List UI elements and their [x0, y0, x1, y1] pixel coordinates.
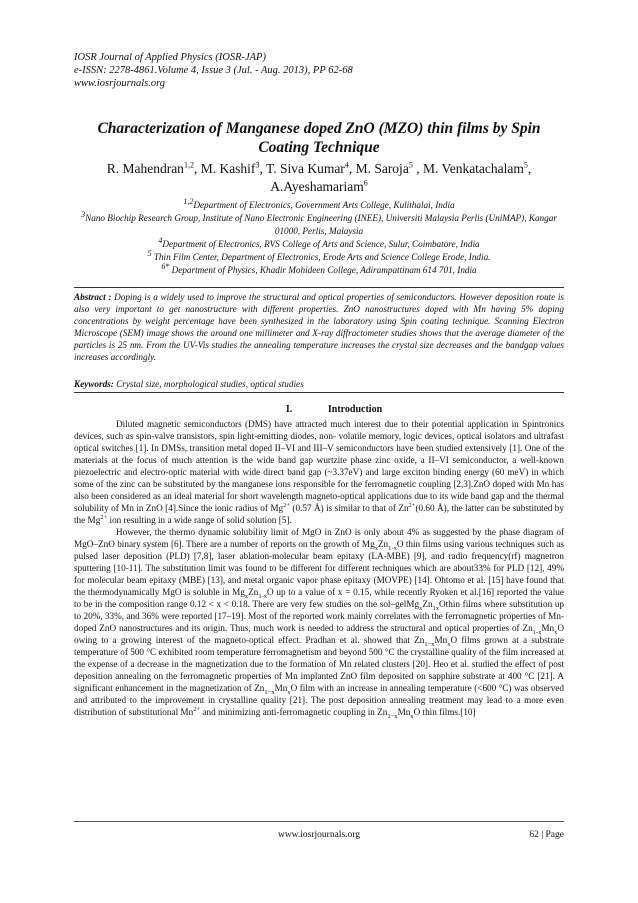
keywords-label: Keywords: — [74, 379, 114, 389]
affiliation — [74, 248, 564, 264]
subscript: x — [447, 640, 451, 648]
affiliation-list — [74, 196, 564, 277]
text-run: and minimizing anti-ferromagnetic coupling in Zn — [200, 707, 388, 717]
author-list — [74, 160, 564, 196]
section-heading — [74, 404, 564, 416]
author-affil-marker: 3 — [255, 160, 260, 170]
footer-page-number: 62 | Page — [529, 830, 564, 840]
abstract-label: Abstract : — [74, 292, 112, 302]
section-number: I. — [285, 404, 293, 415]
text-run: O film with an increase in annealing temperature (<600 °C) was observed and attributed to the improvement in crystalline quality [21]. The post deposition annealing treatment may lead to a more even distribution of substitutional Mn — [74, 683, 564, 717]
author-name: R. Mahendran — [106, 161, 184, 176]
text-run: Othin films where substitution up to 20%, 33%, and 36% were reported [17–19]. Most of the reported work mainly correlates with the ferromagnetic properties of Mn-doped ZnO nanostructures and its origin. Thus, much work is needed to address the structural and optical properties of Zn — [74, 599, 565, 633]
section-title: Introduction — [327, 404, 383, 415]
author-affil-marker: 4 — [344, 160, 349, 170]
affiliation-text: Nano Biochip Research Group, Institute of Nano Electronic Engineering (INEE), Universiti Malaysia Perlis (UniMAP), Kangar 01000, Perlis, Malaysia — [85, 213, 557, 236]
keywords-text: Crystal size, morphological studies, optical studies — [113, 379, 304, 389]
subscript: 1−x — [387, 712, 398, 720]
superscript: 2+ — [408, 501, 416, 509]
author-affil-marker: 1,2 — [183, 160, 194, 170]
author-name: , M. Kashif — [193, 161, 256, 176]
abstract-text: Doping is a widely used to improve the structural and optical properties of semiconductors. However deposition route is also very important to get nanostructure with different properties. ZnO nanostructures doped with Mn having 5% doping concentrations by weight percentage have been synthesized in the laboratory using Spin coating technique. Scanning Electron Microscope (SEM) image shows the around one millimeter and X-ray diffractometer studies shows that the average diameter of the particles is 25 nm. From the UV-Vis studies the annealing temperature increases the crystal size decreases and the bandgap values increases accordingly. — [74, 292, 564, 362]
subscript: 1-x — [258, 592, 268, 600]
footer-site: www.iosrjournals.org — [277, 830, 361, 840]
affiliation-marker: 5 — [147, 248, 152, 258]
text-run: However, the thermo dynamic solubility limit of MgO in ZnO is only about 4% as suggested by the phase diagram of MgO–ZnO binary system [6]. There are a number of reports on the growth of Mg — [74, 527, 564, 549]
affiliation-marker: 3 — [81, 209, 86, 219]
journal-header — [74, 51, 574, 90]
subscript: x — [374, 544, 378, 552]
author-name: , M. Venkatachalam — [412, 161, 524, 176]
paragraph — [74, 418, 564, 526]
journal-issn: e-ISSN: 2278-4861.Volume 4, Issue 3 (Jul. - Aug. 2013), PP 62-68 — [74, 65, 353, 76]
introduction-body — [74, 418, 564, 718]
subscript: 1−x — [424, 640, 435, 648]
affiliation-text: Department of Physics, Khadir Mohideen College, Adirampattinam 614 701, India — [169, 265, 477, 275]
text-run: O thin films using various techniques such as pulsed laser deposition (PLD) [7,8], laser ablation-molecular beam epitaxy (LA-MBE) [9], and radio frequency(rf) magnetron sputtering [10-11]. The substitution limit was found to be different for different techniques which are about33% for PLD [12], 49% for molecular beam epitaxy (MBE) [13], and metal organic vapor phase epitaxy (MOVPE) [14]. Ohtomo et al. [15] have found that the thermodynamically MgO is soluble in Mg — [74, 539, 564, 597]
text-run: O films grown at a substrate temperature of 500 °C exhibited room temperature ferromagnetism and beyond 500 °C the crystalline quality of the film increased at the expense of a decrease in the magnetization due to the formation of Mn related clusters [20]. Heo et al. studied the effect of post deposition annealing on the ferromagnetic properties of Mn implanted ZnO film deposited on sapphire substrate at 400 °C [21]. A significant enhancement in the magnetization of Zn — [74, 635, 564, 693]
subscript: 1−x — [264, 688, 275, 696]
subscript: x — [244, 592, 249, 600]
journal-name: IOSR Journal of Applied Physics (IOSR-JAP) — [74, 52, 266, 63]
journal-site: www.iosrjournals.org — [74, 78, 166, 89]
subscript: x — [287, 688, 291, 696]
abstract — [74, 291, 564, 363]
author-affil-marker: 5 — [408, 160, 413, 170]
affiliation-marker: 6* — [161, 261, 170, 271]
text-run: Diluted magnetic semiconductors (DMS) have attracted much interest due to their potential application in Spintronics devices, such as spin-valve transistors, spin light-emitting diodes, non- volatile memory, logic devices, optical isolators and ultrafast optical switches [1]. In DMSs, transition metal doped II–VI and III–V semiconductors have been studied extensively [1]. One of the materials at the focus of much attention is the wide band gap wurtzite phase zinc oxide, a II–VI semiconductor, a well-known piezoelectric and electro-optic material with wide direct band gap (~3.37eV) and large exciton binding energy (60 meV) in which some of the zinc can be substituted by the manganese ions responsible for the ferromagnetic coupling [2,3].ZnO doped with Mn has also been considered as an ideal material for short wavelength magneto-optical applications due to its wide band gap and the thermal solubility of Mn in ZnO [4].Since the ionic radius of Mg — [74, 419, 564, 513]
text-run: Zn — [422, 599, 433, 609]
text-run: (0.60 Å), the latter can be substituted by the Mg — [74, 503, 564, 525]
footer-rule — [74, 821, 564, 822]
affiliation-text: Thin Film Center, Department of Electronics, Erode Arts and Science College Erode, India. — [151, 252, 491, 262]
subscript: 1x — [432, 604, 440, 612]
text-run: O up to a value of x = 0.15, while recently Ryoken et al.[16] reported the value to be in the composition range 0.12 < x < 0.18. There are very few studies on the sol–gelMg — [74, 587, 564, 609]
affiliation — [74, 196, 564, 212]
text-run: Mn — [541, 623, 555, 633]
superscript: 2+ — [193, 705, 201, 713]
text-run: (0.57 Å) is similar to that of Zn — [290, 503, 409, 513]
author-name: , M. Saroja — [348, 161, 409, 176]
abstract-top-rule — [74, 287, 564, 288]
author-affil-marker: 6 — [363, 178, 368, 188]
affiliation-marker: 4 — [158, 235, 163, 245]
text-run: Zn — [377, 539, 389, 549]
affiliation — [74, 209, 564, 238]
paragraph — [74, 526, 564, 718]
superscript: 2+ — [283, 501, 291, 509]
subscript: x — [554, 628, 558, 636]
author-name: , A.Ayeshamariam — [270, 161, 532, 194]
author-name: , T. Siva Kumar — [259, 161, 345, 176]
text-run: Mn — [397, 707, 411, 717]
subscript: 1-x — [388, 544, 397, 552]
text-run: O thin films.[10] — [413, 707, 476, 717]
text-run: ion resulting in a wide range of solid solution [5]. — [107, 515, 292, 525]
affiliation-text: Department of Electronics, RVS College of Arts and Science, Sulur, Coimbatore, India — [162, 239, 480, 249]
text-run: Zn — [248, 587, 259, 597]
subscript: x — [410, 712, 414, 720]
text-run: O owing to a growing interest of the magneto-optical effect. Pradhan et al. showed that Zn — [74, 623, 564, 645]
subscript: 1-x — [532, 628, 542, 636]
paper-title: Characterization of Manganese doped ZnO (MZO) thin films by Spin Coating Technique — [97, 120, 541, 156]
affiliation — [74, 261, 564, 277]
affiliation-text: Department of Electronics, Government Arts College, Kulithalai, India — [193, 200, 455, 210]
text-run: Mn — [434, 635, 448, 645]
abstract-bottom-rule — [74, 392, 564, 393]
keywords — [74, 378, 564, 390]
author-affil-marker: 5 — [523, 160, 528, 170]
superscript: 2+ — [100, 513, 108, 521]
text-run: Mn — [274, 683, 288, 693]
affiliation-marker: 1,2 — [183, 196, 194, 206]
subscript: x — [419, 604, 423, 612]
